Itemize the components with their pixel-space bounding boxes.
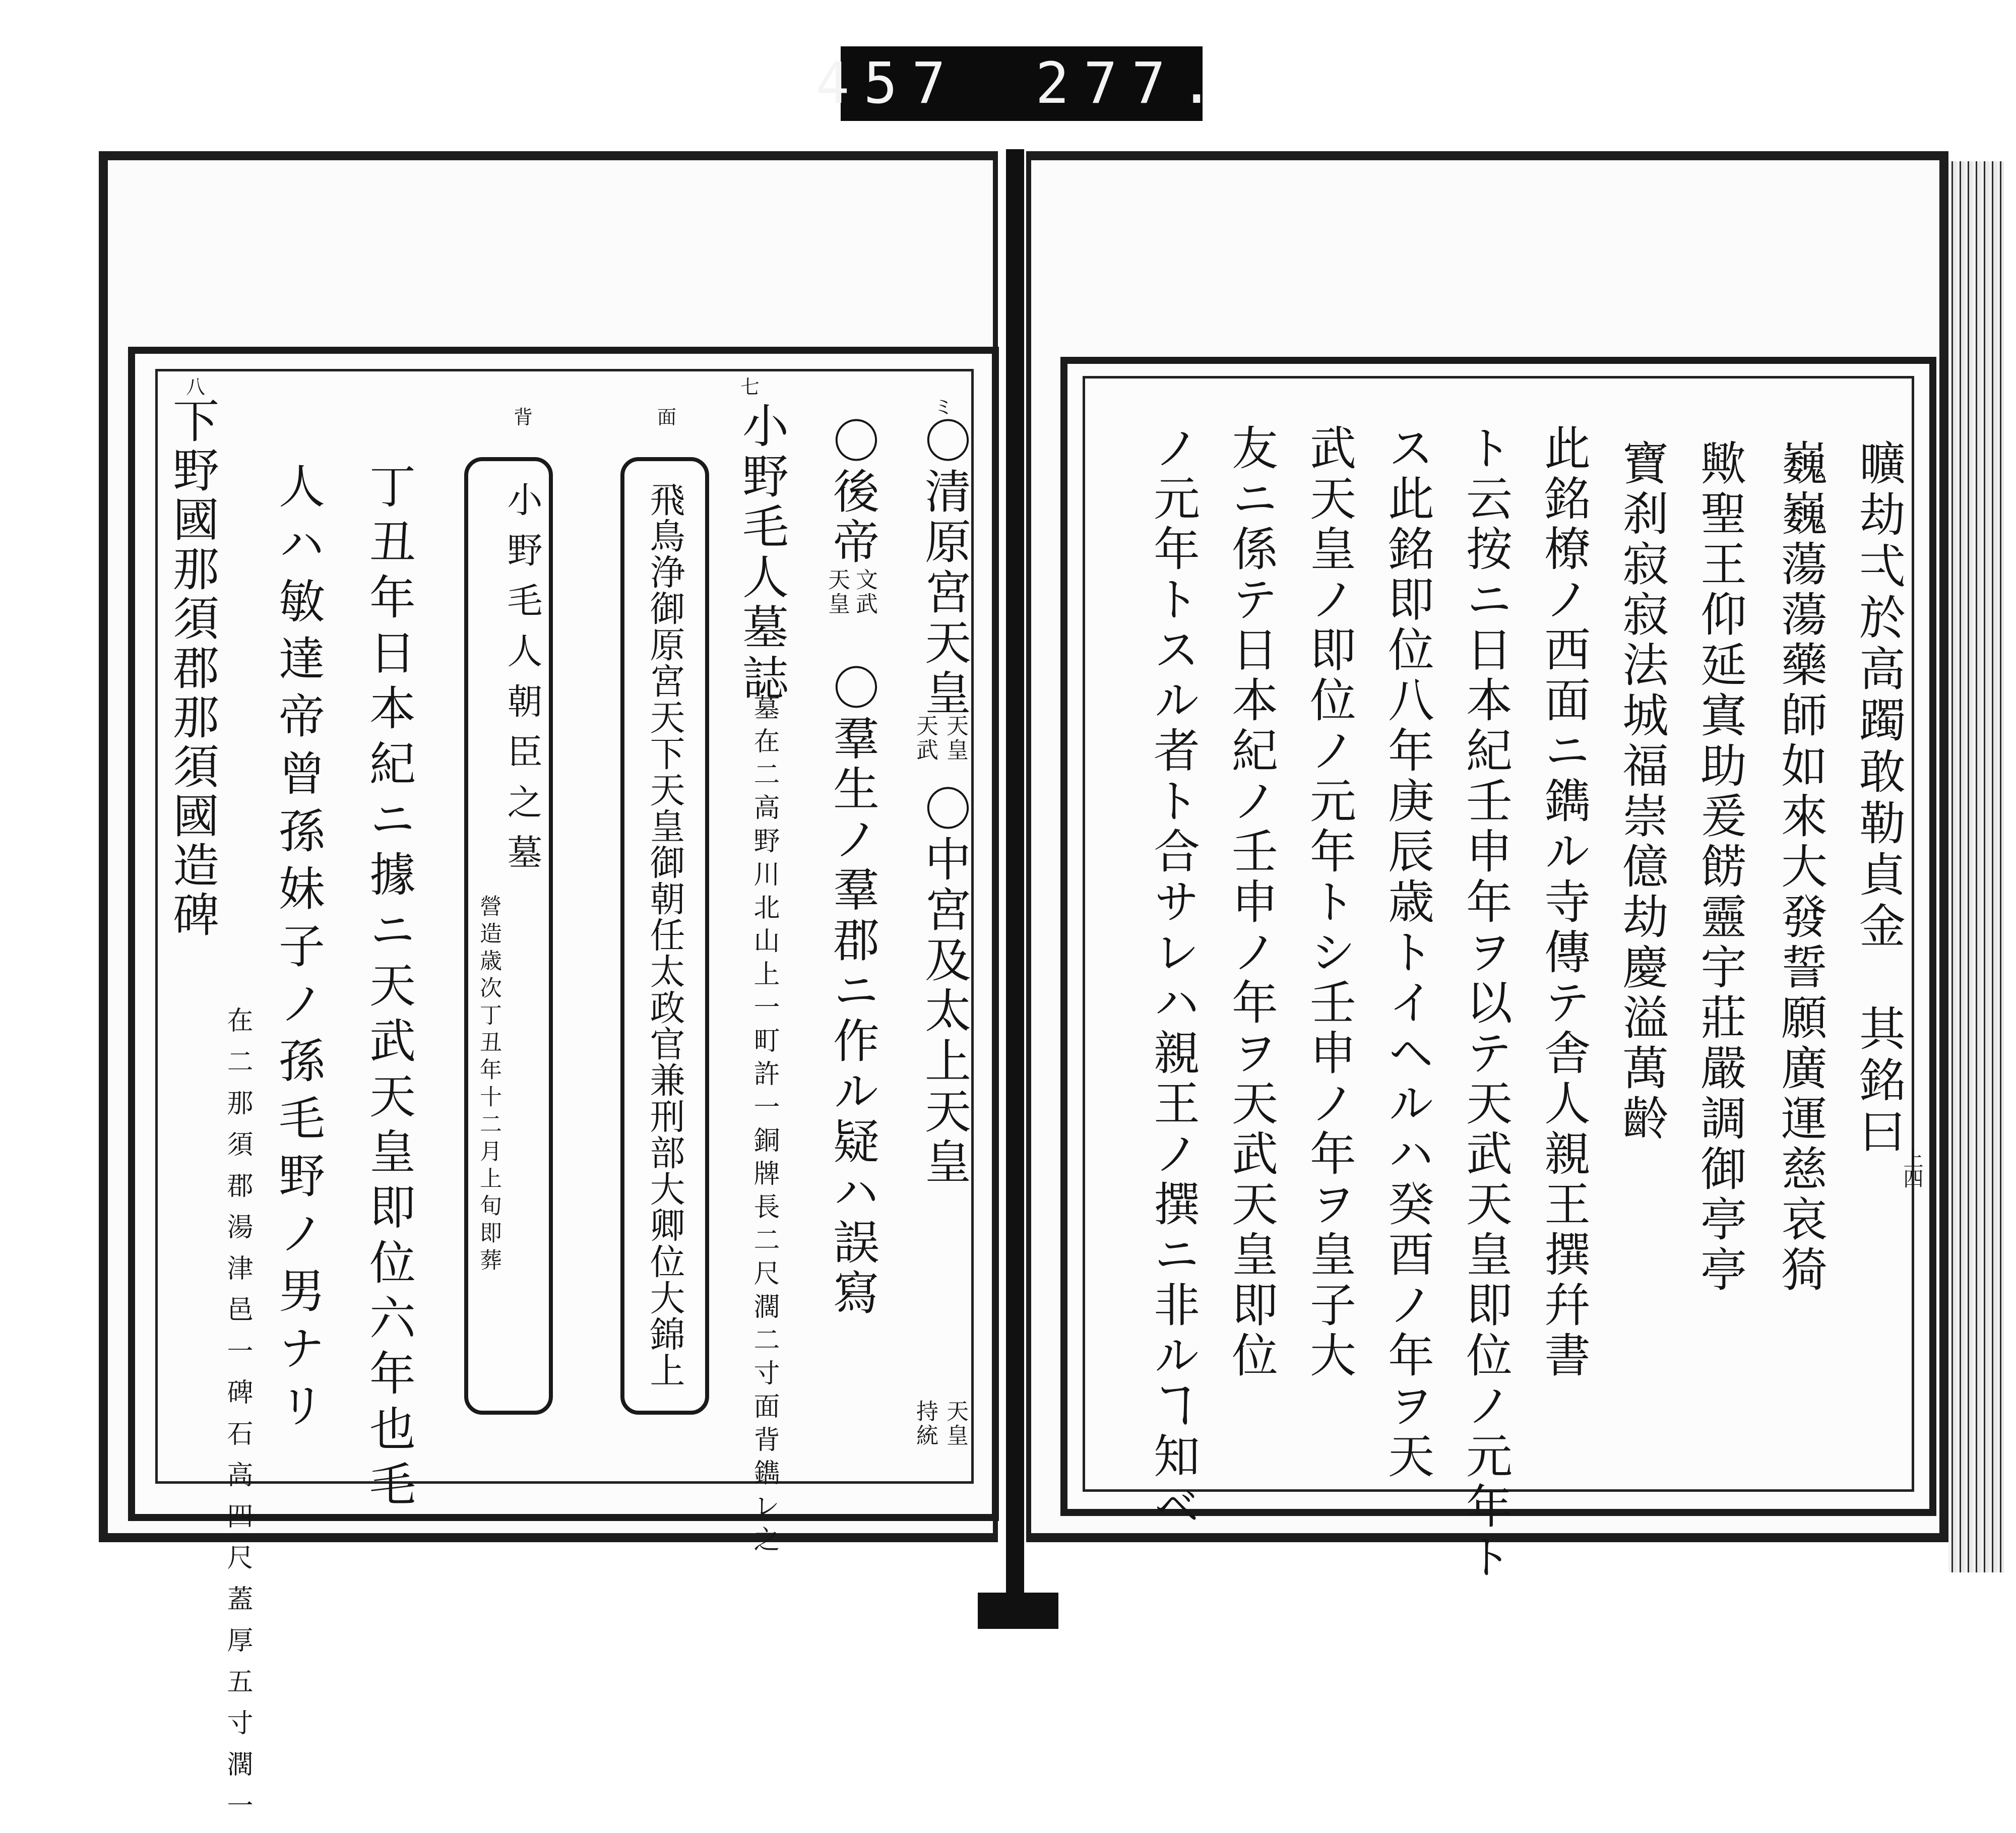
right-inner-frame [1083, 376, 1914, 1583]
entry-8-number: 八 [185, 376, 205, 398]
page-number: 上四 [1900, 1148, 1923, 1188]
right-column-5: 此銘橑ノ西面ニ鐫ル寺傳テ舎人親王撰幷書 [1537, 424, 1591, 1381]
face-inscription: 飛鳥浄御原宮天下天皇御朝任太政官兼刑部大卿位大錦上 [644, 481, 685, 1388]
prev-entry-line-2b: 〇羣生ノ羣郡ニ作ル疑ハ誤寫 [826, 664, 879, 1319]
right-column-10: ノ元年トスル者ト合サレハ親王ノ撰ニ非ルヿ知ベ [1146, 424, 1200, 1533]
entry-7-number: 七 [740, 376, 760, 398]
right-column-8: 武天皇ノ即位ノ元年トシ壬申ノ年ヲ皇子大 [1302, 424, 1356, 1381]
page-edges [1948, 161, 2004, 1572]
spine-foot [978, 1593, 1058, 1629]
archive-number-right: 277. [1035, 51, 1228, 116]
entry-7-commentary-2: 人ハ敏達帝曾孫妹子ノ孫毛野ノ男ナリ [271, 462, 325, 1439]
note-jito: 持統 [912, 1400, 938, 1448]
prev-entry-line-2: 〇後帝 [826, 417, 879, 568]
note-tenno-2: 天皇 [942, 1400, 968, 1448]
note-monmu-a: 文武 [852, 568, 877, 616]
book-spine [1006, 149, 1024, 1629]
note-tenmu: 天武 [912, 714, 938, 763]
back-inscription-note: 營造歳次丁丑年十二月上旬即葬 [476, 895, 501, 1276]
note-tenno-1: 天皇 [942, 714, 968, 763]
entry-7-title: 小野毛人墓誌 [735, 402, 789, 704]
right-column-2: 巍巍蕩蕩藥師如來大發誓願廣運慈哀猗 [1774, 439, 1828, 1296]
right-text-frame [1060, 357, 1936, 1583]
right-column-3: 歟聖王仰延寘助爰餝靈宇莊嚴調御亭亭 [1693, 439, 1747, 1296]
entry-8-title: 下野國那須郡那須國造碑 [165, 397, 219, 940]
archive-number-left: 457 [815, 51, 960, 116]
note-tenno-3: 天皇 [824, 568, 850, 616]
archive-number-label [815, 46, 1228, 121]
right-column-9: 友ニ係テ日本紀ノ壬申ノ年ヲ天武天皇即位 [1224, 424, 1278, 1381]
right-page [1026, 151, 1948, 1583]
prev-entry-line-1b: 〇中宮及太上天皇 [917, 785, 971, 1188]
entry-7-commentary-1: 丁丑年日本紀ニ據ニ天武天皇即位六年也毛 [362, 462, 416, 1515]
back-inscription: 小野毛人朝臣之墓 [501, 481, 543, 884]
right-column-6: ト云按ニ日本紀壬申年ヲ以テ天武天皇即位ノ元年ト [1459, 424, 1513, 1583]
right-column-4: 寶刹寂寂法城福崇億劫慶溢萬齡 [1615, 439, 1669, 1145]
column-mark: ミ [933, 396, 953, 418]
back-inscription-frame [464, 457, 553, 1415]
right-column-7: ス此銘即位八年庚辰歳トイヘルハ癸酉ノ年ヲ天 [1380, 424, 1434, 1482]
back-label: 背 [513, 406, 533, 428]
entry-8-location-note: 在二那須郡湯津邑一碑石高四尺蓋厚五寸濶一 [222, 1006, 253, 1833]
left-text-frame [128, 347, 999, 1833]
prev-entry-line-1: 〇清原宮天皇 [917, 417, 971, 719]
face-inscription-frame [620, 457, 709, 1415]
face-label: 面 [657, 406, 676, 428]
entry-7-location-note: 墓在二高野川北山上一町許一銅牌長二尺濶二寸面背鐫レ之 [749, 694, 779, 1559]
left-inner-frame [155, 369, 974, 1833]
left-page [99, 151, 998, 1833]
right-column-1: 曠劫弌於高躅敢勒貞金 其銘曰 [1852, 439, 1906, 1159]
